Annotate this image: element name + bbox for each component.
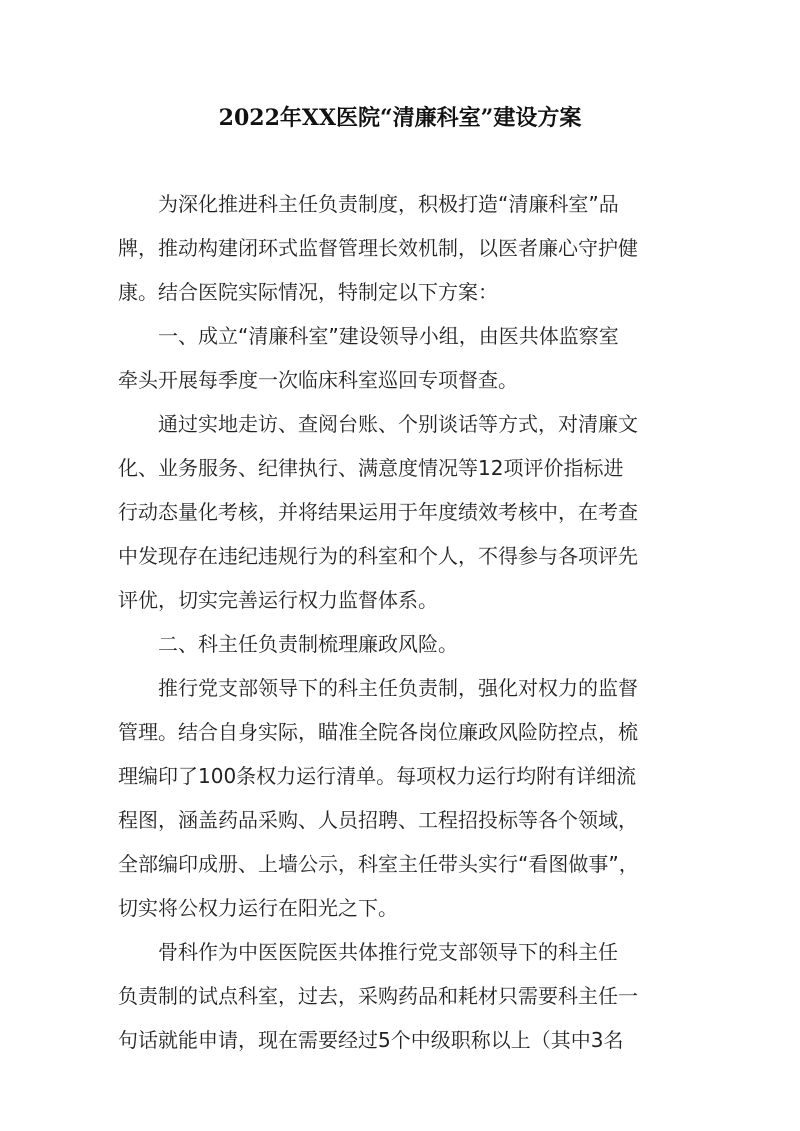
body-text-line: 负责制的试点科室，过去，采购药品和耗材只需要科主任一 xyxy=(118,984,638,1008)
body-text-line: 骨科作为中医医院医共体推行党支部领导下的科主任 xyxy=(158,940,618,964)
body-text-line: 理编印了100条权力运行清单。每项权力运行均附有详细流 xyxy=(118,764,637,788)
body-text-line: 康。结合医院实际情况，特制定以下方案： xyxy=(118,280,498,304)
body-text-line: 为深化推进科主任负责制度，积极打造“清廉科室”品 xyxy=(158,192,619,216)
document-body xyxy=(118,182,684,1062)
document-title: 2022年XX医院“清廉科室”建设方案 xyxy=(218,105,582,131)
body-text-line: 评优，切实完善运行权力监督体系。 xyxy=(118,588,438,612)
body-text-line: 行动态量化考核，并将结果运用于年度绩效考核中，在考查 xyxy=(118,500,638,524)
body-text-line: 中发现存在违纪违规行为的科室和个人，不得参与各项评先 xyxy=(118,544,638,568)
body-text-line: 切实将公权力运行在阳光之下。 xyxy=(118,896,398,920)
body-text-line: 牵头开展每季度一次临床科室巡回专项督查。 xyxy=(118,368,518,392)
body-text-line: 句话就能申请，现在需要经过5个中级职称以上（其中3名 xyxy=(118,1028,624,1052)
body-text-line: 程图，涵盖药品采购、人员招聘、工程招投标等各个领域， xyxy=(118,808,638,832)
body-text-line: 一、成立“清廉科室”建设领导小组，由医共体监察室 xyxy=(158,324,619,348)
body-text-line: 二、科主任负责制梳理廉政风险。 xyxy=(158,632,458,656)
body-text-line: 通过实地走访、查阅台账、个别谈话等方式，对清廉文 xyxy=(158,412,638,436)
body-text-line: 牌，推动构建闭环式监督管理长效机制，以医者廉心守护健 xyxy=(118,236,638,260)
body-text-line: 化、业务服务、纪律执行、满意度情况等12项评价指标进 xyxy=(118,456,624,480)
body-text-line: 全部编印成册、上墙公示，科室主任带头实行“看图做事”， xyxy=(118,852,639,876)
body-text-line: 管理。结合自身实际，瞄准全院各岗位廉政风险防控点，梳 xyxy=(118,720,638,744)
body-text-line: 推行党支部领导下的科主任负责制，强化对权力的监督 xyxy=(158,676,638,700)
